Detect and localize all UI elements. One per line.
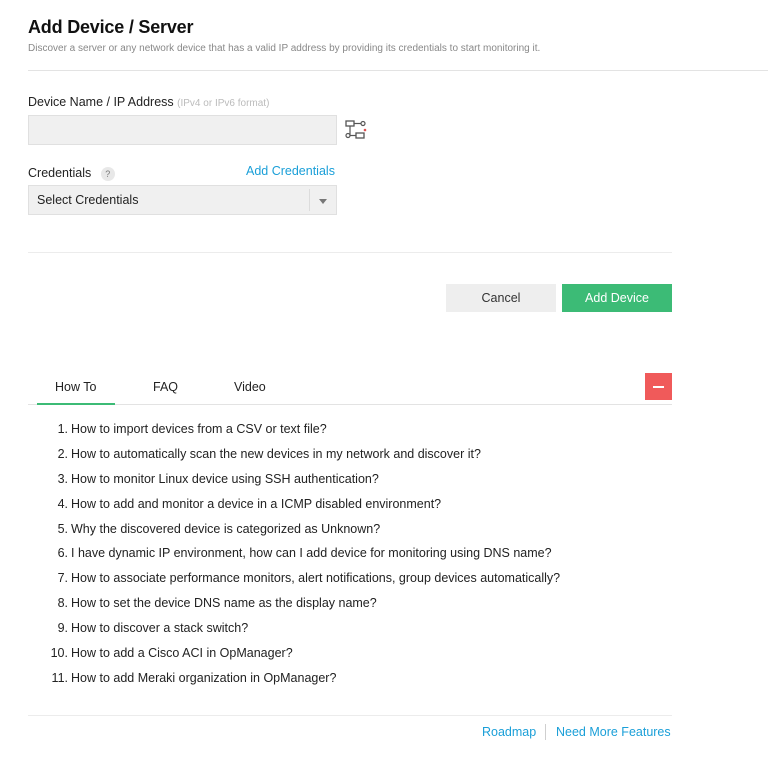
tab-faq[interactable]: FAQ bbox=[153, 380, 179, 394]
device-name-label bbox=[28, 95, 269, 109]
list-item[interactable] bbox=[28, 546, 672, 571]
list-item-text[interactable]: How to add and monitor a device in a ICMP disabled environment? bbox=[71, 496, 442, 511]
list-item[interactable] bbox=[28, 447, 672, 472]
tab-how-to[interactable]: How To bbox=[55, 380, 97, 394]
list-item[interactable] bbox=[28, 596, 672, 621]
list-item-text[interactable]: I have dynamic IP environment, how can I add device for monitoring using DNS name? bbox=[71, 546, 552, 561]
help-tabs bbox=[28, 372, 672, 405]
add-device-button[interactable]: Add Device bbox=[562, 284, 672, 312]
select-separator bbox=[309, 189, 310, 211]
list-item[interactable] bbox=[28, 571, 672, 596]
list-item-number: 6. bbox=[57, 546, 68, 561]
list-item-text[interactable]: How to associate performance monitors, alert notifications, group devices automatically? bbox=[71, 571, 561, 586]
form-divider bbox=[28, 252, 672, 253]
credentials-label-text: Credentials bbox=[28, 166, 92, 180]
footer-divider bbox=[28, 715, 672, 716]
list-item[interactable] bbox=[28, 497, 672, 522]
list-item-number: 10. bbox=[50, 646, 68, 661]
list-item[interactable] bbox=[28, 671, 672, 696]
list-item[interactable] bbox=[28, 422, 672, 447]
list-item-number: 3. bbox=[57, 471, 68, 486]
cancel-button[interactable]: Cancel bbox=[446, 284, 556, 312]
list-item[interactable] bbox=[28, 522, 672, 547]
credentials-select[interactable] bbox=[28, 185, 337, 215]
chevron-down-icon bbox=[319, 199, 327, 204]
device-name-hint: (IPv4 or IPv6 format) bbox=[177, 98, 270, 109]
list-item-text[interactable]: How to discover a stack switch? bbox=[71, 621, 249, 636]
list-item-text[interactable]: Why the discovered device is categorized as Unknown? bbox=[71, 521, 381, 536]
need-more-features-link[interactable]: Need More Features bbox=[556, 725, 671, 739]
help-icon[interactable]: ? bbox=[101, 167, 115, 181]
minus-icon bbox=[653, 386, 664, 388]
list-item-number: 9. bbox=[57, 621, 68, 636]
list-item-number: 7. bbox=[57, 571, 68, 586]
credentials-label bbox=[28, 166, 115, 181]
roadmap-link[interactable]: Roadmap bbox=[482, 725, 537, 739]
list-item-text[interactable]: How to set the device DNS name as the display name? bbox=[71, 596, 377, 611]
list-item-number: 11. bbox=[51, 670, 68, 685]
page-title: Add Device / Server bbox=[28, 17, 194, 37]
tab-video[interactable]: Video bbox=[234, 380, 266, 394]
list-item-text[interactable]: How to add a Cisco ACI in OpManager? bbox=[71, 646, 293, 661]
page-subtitle: Discover a server or any network device that has a valid IP address by providing its credentials to start monitoring it. bbox=[28, 43, 541, 54]
collapse-button[interactable] bbox=[645, 373, 672, 400]
list-item-text[interactable]: How to automatically scan the new devices in my network and discover it? bbox=[71, 446, 481, 461]
header-divider bbox=[28, 70, 768, 71]
list-item[interactable] bbox=[28, 472, 672, 497]
list-item-number: 5. bbox=[57, 521, 68, 536]
list-item-text[interactable]: How to monitor Linux device using SSH authentication? bbox=[71, 471, 379, 486]
how-to-list bbox=[28, 422, 672, 696]
list-item[interactable] bbox=[28, 646, 672, 671]
list-item-number: 8. bbox=[57, 596, 68, 611]
list-item[interactable] bbox=[28, 621, 672, 646]
device-name-label-text: Device Name / IP Address bbox=[28, 95, 174, 109]
footer-separator bbox=[545, 724, 546, 740]
list-item-text[interactable]: How to add Meraki organization in OpManager? bbox=[71, 670, 337, 685]
add-credentials-link[interactable]: Add Credentials bbox=[246, 164, 335, 178]
list-item-text[interactable]: How to import devices from a CSV or text file? bbox=[71, 422, 327, 436]
credentials-select-value: Select Credentials bbox=[37, 193, 139, 207]
active-tab-indicator bbox=[37, 403, 115, 405]
list-item-number: 4. bbox=[57, 496, 68, 511]
network-discover-icon[interactable] bbox=[344, 119, 368, 141]
device-name-input[interactable] bbox=[28, 115, 337, 145]
list-item-number: 1. bbox=[57, 422, 68, 436]
list-item-number: 2. bbox=[57, 446, 68, 461]
